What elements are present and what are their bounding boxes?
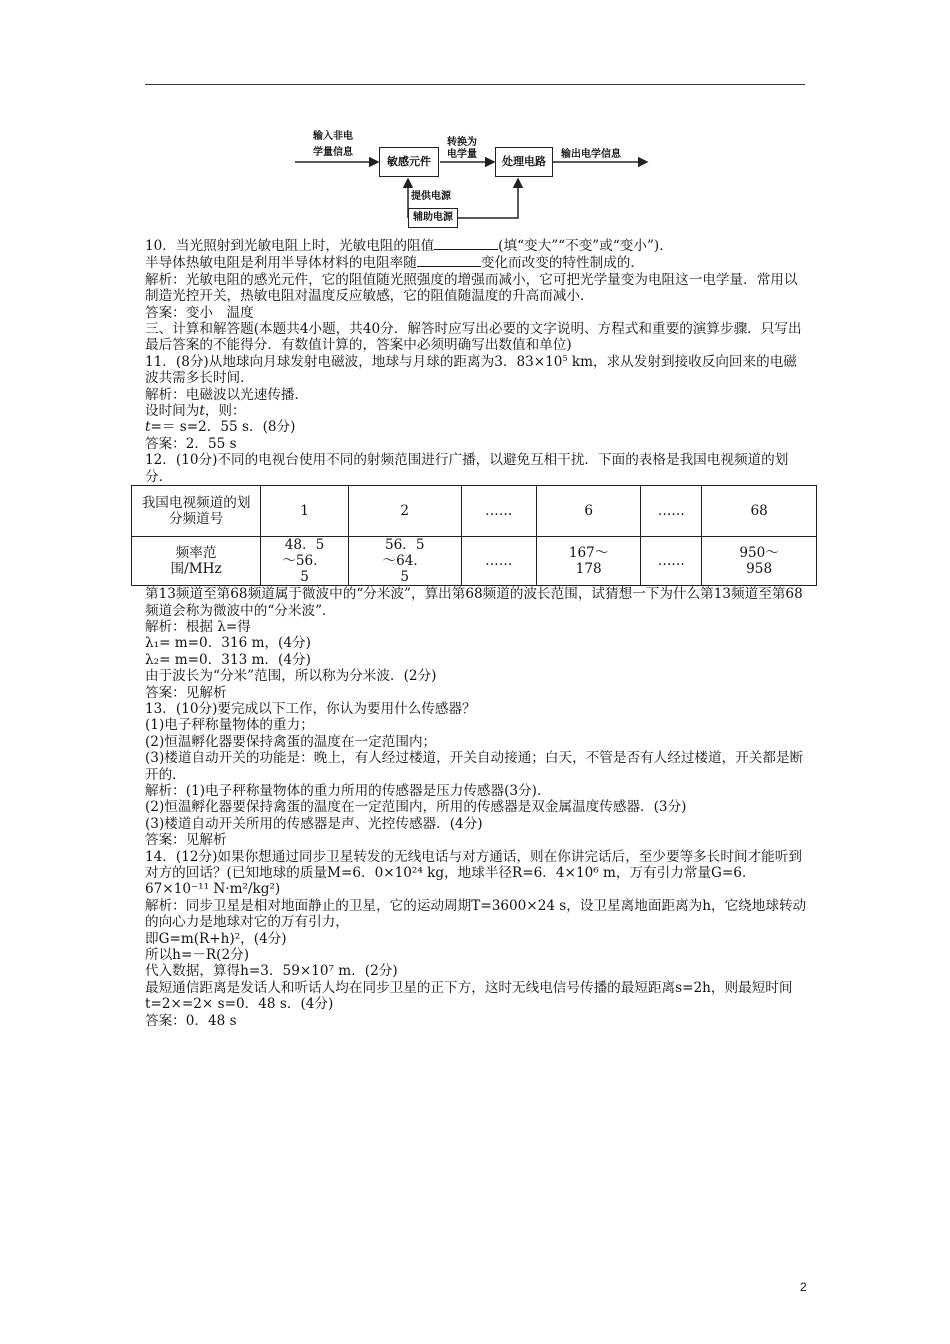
- q10-line1: [145, 237, 810, 254]
- sensor-box: 敏感元件: [379, 147, 439, 177]
- channel-table: [131, 485, 817, 586]
- q10-text-c: 半导体热敏电阻是利用半导体材料的电阻率随: [145, 255, 417, 272]
- q10-answer: 答案：变小 温度: [145, 304, 254, 321]
- q12-answer: 答案：见解析: [145, 684, 227, 701]
- q13-part3: (3)楼道自动开关的功能是：晚上，有人经过楼道，开关自动接通；白天，不管是否有人经过楼道，开关都是断开的．: [145, 750, 804, 783]
- header-rule: [145, 84, 805, 85]
- q13-analysis1: 解析：(1)电子秤称量物体的重力所用的传感器是压力传感器(3分)．: [145, 782, 551, 799]
- q12-stem: 12．(10分)不同的电视台使用不同的射频范围进行广播，以避免互相干扰．下面的表格是我国电视频道的划分．: [145, 452, 789, 485]
- q11-exponent: 5: [562, 353, 568, 363]
- q14-stem: 14．(12分)如果你想通过同步卫星转发的无线电话与对方通话，则在你讲完话后，至少要等多长时间才能听到对方的回话？(已知地球的质量M=6．0×10²⁴ kg，地球半径R=6．4×10⁶ m，万有引力常量G=6．67×10⁻¹¹ N·m²/kg²): [145, 848, 802, 898]
- table-row: [132, 537, 817, 586]
- table-row: [132, 486, 817, 537]
- q13-part1: (1)电子秤称量物体的重力；: [145, 717, 314, 734]
- answer-blank-1: [434, 237, 498, 250]
- q11-stem-b: km，求从发射到接收反向回来的电磁波共需多长时间．: [145, 353, 797, 387]
- table-cell: 1: [261, 486, 349, 537]
- q13-part2: (2)恒温孵化器要保持禽蛋的温度在一定范围内；: [145, 733, 437, 750]
- q12-line3: λ₂= m=0．313 m．(4分): [145, 651, 311, 668]
- table-cell: ……: [461, 537, 536, 586]
- aux-power-box: 辅助电源: [408, 208, 458, 228]
- q13-stem: 13．(10分)要完成以下工作，你认为要用什么传感器？: [145, 700, 476, 717]
- section-3-heading: 三、计算和解答题(本题共4小题，共40分．解答时应写出必要的文字说明、方程式和重要的演算步骤．只写出最后答案的不能得分．有数值计算的，答案中必须明确写出数值和单位): [145, 321, 802, 354]
- q11-var-t: t: [199, 403, 205, 420]
- table-cell: 48．5～56．5: [261, 537, 349, 586]
- q11-answer: 答案：2．55 s: [145, 435, 237, 452]
- q14-analysis6: t=2×=2× s=0．48 s．(4分): [145, 996, 334, 1013]
- document-body: [141, 237, 810, 1029]
- q12-line4: 由于波长为“分米”范围，所以称为分米波．(2分): [145, 668, 437, 685]
- q14-analysis3: 所以h=－R(2分): [145, 947, 250, 964]
- q12-line1: 解析：根据 λ=得: [145, 618, 251, 635]
- table-cell: 167～178: [536, 537, 640, 586]
- sensor-block-diagram: [295, 128, 655, 233]
- power-label: 提供电源: [411, 191, 451, 202]
- page-number: 2: [800, 1280, 807, 1294]
- table-header-channel: 我国电视频道的划分频道号: [132, 486, 261, 537]
- answer-blank-2: [417, 254, 481, 267]
- q10-text-d: 变化而改变的特性制成的．: [480, 255, 644, 272]
- q14-analysis4: 代入数据，算得h=3．59×10⁷ m．(2分): [145, 963, 398, 980]
- q14-analysis2: 即G=m(R+h)²，(4分): [145, 930, 287, 947]
- q11-stem-a: 11．(8分)从地球向月球发射电磁波，地球与月球的距离为3．83×10: [145, 353, 563, 370]
- input-label-1: 输入非电: [313, 131, 353, 142]
- q14-answer: 答案：0．48 s: [145, 1012, 237, 1029]
- table-cell: 68: [702, 486, 817, 537]
- q11-line2: [145, 403, 810, 419]
- q12-line2: λ₁= m=0．316 m，(4分): [145, 635, 311, 652]
- q11-line1: 解析：电磁波以光速传播．: [145, 386, 309, 403]
- q11-line3-text: =＝ s=2．55 s．(8分): [150, 419, 296, 436]
- q13-answer: 答案：见解析: [145, 832, 227, 849]
- q10-line2: [145, 254, 810, 271]
- q10-text-a: 10．当光照射到光敏电阻上时，光敏电阻的阻值: [145, 238, 435, 254]
- process-box: 处理电路: [495, 147, 553, 177]
- table-cell: ……: [641, 486, 702, 537]
- q10-text-b: (填“变大”“不变”或“变小”)．: [498, 238, 673, 254]
- q11-stem: [145, 354, 810, 387]
- q10-analysis: 解析：光敏电阻的感光元件，它的阻值随光照强度的增强而减小，它可把光学量变为电阻这一电学量．常用以制造光控开关，热敏电阻对温度反应敏感，它的阻值随温度的升高而减小．: [145, 271, 798, 305]
- q12-question: 第13频道至第68频道属于微波中的“分米波”，算出第68频道的波长范围，试猜想一下为什么第13频道至第68频道会称为微波中的“分米波”．: [145, 586, 803, 619]
- input-label-2: 学量信息: [313, 147, 353, 158]
- table-cell: 56．5～64．5: [348, 537, 461, 586]
- q11-line2-b: ，则：: [204, 403, 246, 420]
- q13-analysis2: (2)恒温孵化器要保持禽蛋的温度在一定范围内，所用的传感器是双金属温度传感器．(3分): [145, 799, 687, 816]
- q11-line3: [145, 419, 810, 435]
- output-label: 输出电学信息: [561, 149, 621, 160]
- table-cell: 6: [536, 486, 640, 537]
- table-cell: 2: [348, 486, 461, 537]
- table-cell: 950～958: [702, 537, 817, 586]
- convert-label-1: 转换为: [447, 137, 477, 148]
- q14-analysis1: 解析：同步卫星是相对地面静止的卫星，它的运动周期T=3600×24 s，设卫星离地面距离为h，它绕地球转动的向心力是地球对它的万有引力，: [145, 897, 807, 931]
- table-header-frequency: 频率范围/MHz: [132, 537, 261, 586]
- q11-var-t2: t: [145, 419, 151, 436]
- table-cell: ……: [461, 486, 536, 537]
- q13-analysis3: (3)楼道自动开关所用的传感器是声、光控传感器．(4分): [145, 815, 483, 832]
- q11-line2-a: 设时间为: [145, 403, 200, 420]
- table-cell: ……: [641, 537, 702, 586]
- q14-analysis5: 最短通信距离是发话人和听话人均在同步卫星的正下方，这时无线电信号传播的最短距离s=2h，则最短时间: [145, 979, 793, 996]
- convert-label-2: 电学量: [447, 149, 477, 160]
